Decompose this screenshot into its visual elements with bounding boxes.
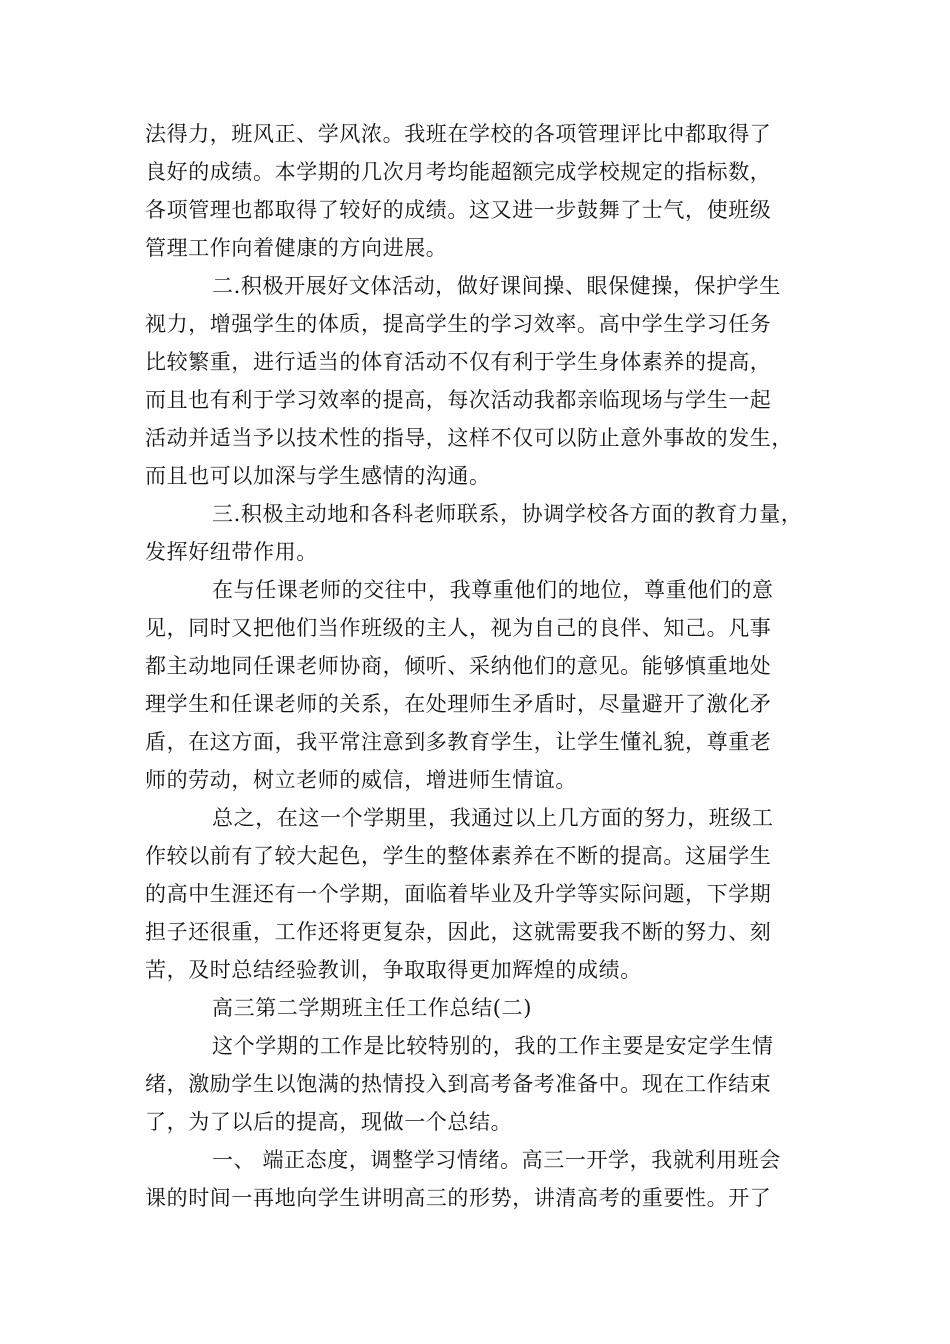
paragraph-start-line: 二.积极开展好文体活动，做好课间操、眼保健操，保护学生 [212, 274, 781, 298]
text-line: 课的时间一再地向学生讲明高三的形势，讲清高考的重要性。开了 [145, 1186, 772, 1210]
paragraph-start-line: 三.积极主动地和各科老师联系，协调学校各方面的教育力量， [212, 502, 803, 526]
text-line: 活动并适当予以技术性的指导，这样不仅可以防止意外事故的发生， [145, 426, 793, 450]
text-line: 视力，增强学生的体质，提高学生的学习效率。高中学生学习任务 [145, 312, 772, 336]
text-line: 而且也可以加深与学生感情的沟通。 [145, 464, 491, 488]
text-line: 比较繁重，进行适当的体育活动不仅有利于学生身体素养的提高， [145, 350, 772, 374]
paragraph-start-line: 一、 端正态度，调整学习情绪。高三一开学，我就利用班会 [212, 1148, 781, 1172]
text-line: 了，为了以后的提高，现做一个总结。 [145, 1110, 513, 1134]
text-line: 理学生和任课老师的关系，在处理师生矛盾时，尽量避开了激化矛 [145, 692, 772, 716]
text-line: 绪，激励学生以饱满的热情投入到高考备考准备中。现在工作结束 [145, 1072, 772, 1096]
section-heading: 高三第二学期班主任工作总结(二) [212, 996, 532, 1020]
text-line: 而且也有利于学习效率的提高，每次活动我都亲临现场与学生一起 [145, 388, 772, 412]
text-line: 发挥好纽带作用。 [145, 540, 318, 564]
paragraph-start-line: 在与任课老师的交往中，我尊重他们的地位，尊重他们的意 [212, 578, 774, 602]
text-line: 法得力，班风正、学风浓。我班在学校的各项管理评比中都取得了 [145, 122, 772, 146]
text-line: 的高中生涯还有一个学期，面临着毕业及升学等实际问题，下学期 [145, 882, 772, 906]
text-line: 见，同时又把他们当作班级的主人，视为自己的良伴、知己。凡事 [145, 616, 772, 640]
text-line: 管理工作向着健康的方向进展。 [145, 236, 448, 260]
paragraph-start-line: 总之，在这一个学期里，我通过以上几方面的努力，班级工 [212, 806, 774, 830]
text-line: 良好的成绩。本学期的几次月考均能超额完成学校规定的指标数， [145, 160, 772, 184]
text-line: 担子还很重，工作还将更复杂，因此，这就需要我不断的努力、刻 [145, 920, 772, 944]
text-line: 都主动地同任课老师协商，倾听、采纳他们的意见。能够慎重地处 [145, 654, 772, 678]
text-line: 苦，及时总结经验教训，争取取得更加辉煌的成绩。 [145, 958, 642, 982]
text-line: 师的劳动，树立老师的威信，增进师生情谊。 [145, 768, 577, 792]
text-line: 各项管理也都取得了较好的成绩。这又进一步鼓舞了士气，使班级 [145, 198, 772, 222]
paragraph-start-line: 这个学期的工作是比较特别的，我的工作主要是安定学生情 [212, 1034, 774, 1058]
text-line: 盾，在这方面，我平常注意到多教育学生，让学生懂礼貌，尊重老 [145, 730, 772, 754]
text-line: 作较以前有了较大起色，学生的整体素养在不断的提高。这届学生 [145, 844, 772, 868]
